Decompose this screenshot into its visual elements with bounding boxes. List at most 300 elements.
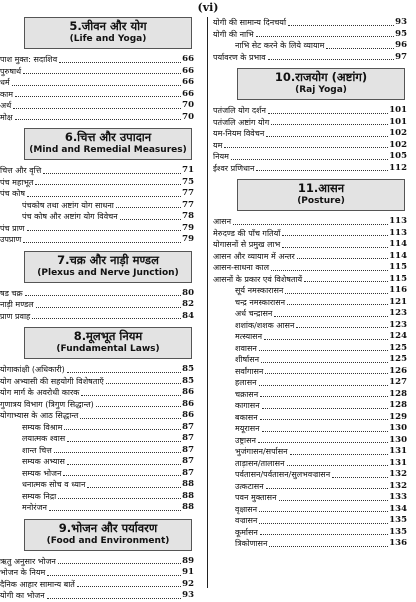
toc-entry-page: 84 bbox=[182, 310, 194, 321]
toc-entry[interactable] bbox=[213, 527, 407, 539]
left-column bbox=[0, 17, 194, 602]
toc-entry-page: 87 bbox=[182, 433, 194, 443]
toc-entry[interactable] bbox=[0, 445, 194, 457]
dot-leader bbox=[47, 575, 181, 576]
toc-entry-page: 123 bbox=[389, 308, 407, 318]
toc-entry[interactable] bbox=[213, 469, 407, 481]
dot-leader bbox=[67, 441, 181, 442]
toc-entry-label: लयात्मक श्‍वास bbox=[22, 434, 66, 443]
toc-entry-page: 121 bbox=[389, 296, 407, 307]
toc-entry-label: सम्यक अभ्यास bbox=[22, 457, 65, 466]
page-number: (vi) bbox=[197, 1, 219, 14]
section-header bbox=[24, 128, 192, 160]
section-title-hindi: 11.आसन bbox=[297, 181, 345, 195]
toc-entry-label: प्राण प्रवाह bbox=[0, 311, 31, 321]
toc-entry-label: धनात्मक सोच व ध्यान bbox=[22, 480, 86, 489]
toc-entry[interactable] bbox=[0, 579, 194, 591]
toc-entry-page: 88 bbox=[182, 502, 194, 512]
toc-entry-label: कागासन bbox=[235, 401, 260, 410]
toc-entry-page: 85 bbox=[182, 375, 194, 386]
toc-entry-label: पुरुषार्थ bbox=[0, 66, 22, 76]
toc-entry[interactable] bbox=[213, 538, 407, 550]
toc-entry-page: 77 bbox=[182, 199, 194, 210]
dot-leader bbox=[260, 534, 388, 535]
toc-entry-page: 114 bbox=[389, 250, 407, 261]
toc-entry[interactable] bbox=[0, 502, 194, 514]
toc-entry-label: मत्स्यासन bbox=[235, 332, 263, 341]
section-title-hindi: 6.चित्त और उपादान bbox=[64, 130, 152, 144]
dot-leader bbox=[261, 362, 388, 363]
toc-entry[interactable] bbox=[0, 567, 194, 579]
toc-entry-page: 88 bbox=[182, 479, 194, 489]
toc-entry-page: 101 bbox=[389, 105, 407, 115]
toc-entry-page: 86 bbox=[182, 410, 194, 420]
toc-entry-page: 135 bbox=[389, 526, 407, 537]
dot-leader bbox=[282, 235, 388, 236]
toc-entry[interactable] bbox=[0, 422, 194, 434]
toc-entry[interactable] bbox=[0, 188, 194, 200]
toc-entry-page: 92 bbox=[182, 578, 194, 589]
toc-entry-label: मयूरासन bbox=[235, 424, 260, 433]
toc-entry-page: 79 bbox=[182, 222, 194, 233]
section-title-english: (Plexus and Nerve Junction) bbox=[37, 267, 179, 278]
dot-leader bbox=[32, 318, 181, 319]
dot-leader bbox=[259, 385, 389, 386]
toc-entry[interactable] bbox=[213, 216, 407, 228]
toc-entry[interactable] bbox=[0, 387, 194, 399]
toc-entry-label: मनोरंजन bbox=[22, 503, 47, 512]
dot-leader bbox=[262, 408, 389, 409]
dot-leader bbox=[265, 373, 388, 374]
toc-entry[interactable] bbox=[0, 54, 194, 66]
toc-entry-label: पाश मुक्त: सदाशिव bbox=[0, 55, 58, 64]
dot-leader bbox=[67, 464, 181, 465]
toc-entry-page: 112 bbox=[389, 162, 407, 173]
dot-leader bbox=[231, 159, 388, 160]
toc-entry-label: धर्म bbox=[0, 78, 10, 87]
toc-entry-page: 134 bbox=[389, 503, 407, 514]
toc-entry-label: अर्ध चन्द्रासन bbox=[235, 309, 273, 318]
toc-entry-label: उष्ट्रासन bbox=[235, 435, 256, 445]
toc-entry[interactable] bbox=[213, 481, 407, 493]
toc-entry[interactable] bbox=[213, 117, 407, 129]
toc-entry-label: ताड़ासन/तालासन bbox=[235, 458, 285, 468]
dot-leader bbox=[259, 523, 388, 524]
toc-entry[interactable] bbox=[213, 163, 407, 175]
toc-entry-label: चन्द्र नमस्कारासन bbox=[235, 297, 286, 307]
toc-entry-page: 130 bbox=[389, 434, 407, 445]
toc-entry[interactable] bbox=[213, 105, 407, 117]
toc-entry[interactable] bbox=[0, 177, 194, 189]
toc-entry[interactable] bbox=[213, 331, 407, 343]
toc-entry[interactable] bbox=[0, 456, 194, 468]
toc-entry-label: दैनिक आहार सामान्य बातें bbox=[0, 579, 75, 589]
toc-entry-page: 129 bbox=[389, 411, 407, 422]
toc-entry-label: पतंजलि योग दर्शन bbox=[213, 106, 266, 115]
dot-leader bbox=[120, 219, 181, 220]
section-title-english: (Raj Yoga) bbox=[295, 85, 347, 95]
section-title-hindi: 9.भोजन और पर्यावरण bbox=[58, 520, 158, 535]
dot-leader bbox=[271, 270, 388, 271]
toc-entry[interactable] bbox=[0, 211, 194, 223]
toc-entry-label: भुजंगासन/सर्पासन bbox=[235, 447, 288, 456]
right-column bbox=[213, 17, 407, 550]
toc-entry-page: 102 bbox=[389, 128, 407, 138]
dot-leader bbox=[282, 247, 388, 248]
dot-leader bbox=[258, 442, 388, 443]
toc-entry-page: 89 bbox=[182, 555, 194, 566]
toc-entry-label: पर्यावरण के प्रभाव bbox=[213, 52, 266, 62]
toc-entry-label: योगासनों से प्रमुख लाभ bbox=[213, 240, 281, 249]
section-title-hindi: 7.चक्र और नाड़ी मण्डल bbox=[57, 252, 159, 267]
toc-entry-label: आसनों के प्रकार एवं विशेषतायें bbox=[213, 274, 303, 284]
dot-leader bbox=[27, 196, 181, 197]
dot-leader bbox=[12, 85, 181, 86]
toc-entry-label: पर्वतासन/पर्वतासन/सुलभवज्रासन bbox=[235, 470, 331, 479]
dot-leader bbox=[296, 327, 388, 328]
dot-leader bbox=[80, 418, 181, 419]
toc-entry-page: 66 bbox=[182, 77, 194, 87]
toc-entry[interactable] bbox=[213, 377, 407, 389]
dot-leader bbox=[224, 147, 388, 148]
dot-leader bbox=[290, 454, 389, 455]
toc-entry-page: 82 bbox=[182, 299, 194, 309]
toc-entry-label: षड चक्र bbox=[0, 288, 23, 298]
dot-leader bbox=[233, 224, 388, 225]
column-divider bbox=[207, 17, 208, 588]
toc-entry-label: त्रिकोणासन bbox=[235, 539, 268, 548]
toc-entry-label: पंच प्राण bbox=[0, 223, 25, 233]
toc-entry[interactable] bbox=[213, 239, 407, 251]
toc-entry-label: ऋतु अनुसार भोजन bbox=[0, 556, 56, 566]
dot-leader bbox=[36, 307, 181, 308]
toc-entry-label: योग मार्ग के अवरोधी कारक bbox=[0, 388, 80, 397]
toc-entry[interactable] bbox=[0, 479, 194, 491]
toc-entry-label: चित्त और वृत्ति bbox=[0, 166, 42, 175]
toc-entry[interactable] bbox=[213, 52, 407, 64]
toc-entry-page: 77 bbox=[182, 188, 194, 198]
section-header bbox=[24, 17, 192, 49]
dot-leader bbox=[27, 230, 182, 231]
toc-entry[interactable] bbox=[0, 433, 194, 445]
toc-entry-label: पंचकोष तथा अष्टांग योग साधना bbox=[22, 200, 114, 210]
dot-leader bbox=[58, 498, 181, 499]
toc-entry-page: 87 bbox=[182, 421, 194, 432]
toc-entry-label: शीर्षासन bbox=[235, 355, 260, 364]
toc-entry-label: नियम bbox=[213, 152, 229, 161]
dot-leader bbox=[87, 487, 181, 488]
section-title-english: (Life and Yoga) bbox=[69, 34, 147, 44]
section-title-english: (Food and Environment) bbox=[46, 535, 170, 546]
toc-entry-page: 102 bbox=[389, 139, 407, 150]
toc-entry-label: सम्यक निद्रा bbox=[22, 491, 57, 501]
dot-leader bbox=[287, 465, 389, 466]
dot-leader bbox=[268, 113, 388, 114]
toc-entry-page: 80 bbox=[182, 287, 194, 298]
toc-entry-page: 93 bbox=[182, 590, 194, 600]
toc-entry-label: चक्रासन bbox=[235, 389, 259, 399]
toc-entry[interactable] bbox=[213, 308, 407, 320]
toc-entry-label: योगाकांक्षी (अधिकारी) bbox=[0, 365, 65, 374]
toc-entry[interactable] bbox=[0, 77, 194, 89]
toc-entry-page: 136 bbox=[389, 538, 407, 548]
toc-entry-label: मेरुदण्ड की पाँच गतियाँ bbox=[213, 228, 281, 238]
toc-entry[interactable] bbox=[213, 400, 407, 412]
toc-entry[interactable] bbox=[0, 364, 194, 376]
dot-leader bbox=[15, 119, 182, 120]
section-header bbox=[237, 179, 405, 211]
toc-entry-label: भोजन के नियम bbox=[0, 568, 46, 577]
section-title-hindi: 5.जीवन और योग bbox=[69, 19, 147, 33]
section-title-english: (Fundamental Laws) bbox=[56, 344, 160, 354]
toc-entry[interactable] bbox=[0, 299, 194, 311]
toc-entry-page: 115 bbox=[389, 273, 407, 284]
dot-leader bbox=[304, 281, 388, 282]
toc-entry-label: सम्यक विश्राम bbox=[22, 422, 63, 432]
toc-entry[interactable] bbox=[0, 468, 194, 480]
toc-entry-page: 116 bbox=[389, 285, 407, 295]
dot-leader bbox=[96, 406, 181, 407]
toc-entry[interactable] bbox=[0, 223, 194, 235]
toc-entry[interactable] bbox=[213, 354, 407, 366]
toc-entry[interactable] bbox=[0, 410, 194, 422]
section-header bbox=[24, 251, 192, 283]
toc-entry[interactable] bbox=[213, 343, 407, 355]
dot-leader bbox=[260, 419, 389, 420]
toc-entry[interactable] bbox=[213, 435, 407, 447]
toc-entry-page: 128 bbox=[389, 388, 407, 399]
toc-entry-page: 124 bbox=[389, 331, 407, 341]
toc-entry[interactable] bbox=[213, 320, 407, 332]
toc-entry-label: वज्रासन bbox=[235, 516, 258, 525]
dot-leader bbox=[64, 429, 181, 430]
toc-entry[interactable] bbox=[213, 17, 407, 29]
dot-leader bbox=[297, 258, 388, 259]
toc-entry[interactable] bbox=[0, 112, 194, 124]
toc-entry-page: 113 bbox=[389, 227, 407, 238]
dot-leader bbox=[268, 59, 394, 60]
toc-entry-label: सूर्य नमस्कारासन bbox=[235, 286, 284, 295]
toc-entry[interactable] bbox=[213, 389, 407, 401]
dot-leader bbox=[266, 488, 389, 489]
dot-leader bbox=[77, 586, 181, 587]
toc-entry-page: 70 bbox=[182, 100, 194, 110]
toc-entry-page: 88 bbox=[182, 490, 194, 501]
toc-entry-label: वृक्षासन bbox=[235, 504, 258, 514]
dot-leader bbox=[23, 242, 181, 243]
toc-entry-label: उत्कटासन bbox=[235, 481, 264, 491]
toc-entry-page: 91 bbox=[182, 567, 194, 577]
toc-entry-page: 93 bbox=[395, 17, 407, 27]
toc-entry[interactable] bbox=[213, 228, 407, 240]
toc-entry[interactable] bbox=[213, 251, 407, 263]
toc-entry-label: पवन मुक्तासन bbox=[235, 493, 277, 502]
toc-entry-label: सर्वांगासन bbox=[235, 366, 264, 376]
dot-leader bbox=[81, 395, 181, 396]
toc-entry-label: योग अभ्यासी की सहयोगी विशेषताएँ bbox=[0, 376, 104, 386]
toc-entry-page: 95 bbox=[395, 28, 407, 39]
dot-leader bbox=[264, 339, 388, 340]
dot-leader bbox=[256, 170, 388, 171]
toc-entry-page: 86 bbox=[182, 398, 194, 409]
dot-leader bbox=[63, 475, 181, 476]
toc-entry[interactable] bbox=[0, 200, 194, 212]
toc-entry[interactable] bbox=[0, 311, 194, 323]
dot-leader bbox=[47, 598, 181, 599]
toc-entry-page: 128 bbox=[389, 400, 407, 410]
toc-entry[interactable] bbox=[0, 234, 194, 246]
toc-entry[interactable] bbox=[213, 504, 407, 516]
toc-entry-label: उपप्राण bbox=[0, 235, 22, 244]
toc-entry[interactable] bbox=[213, 262, 407, 274]
toc-entry[interactable] bbox=[0, 399, 194, 411]
toc-entry[interactable] bbox=[213, 446, 407, 458]
toc-entry[interactable] bbox=[213, 151, 407, 163]
toc-entry-label: योगी की सामान्य दिनचर्या bbox=[213, 18, 287, 27]
dot-leader bbox=[256, 36, 394, 37]
toc-entry-page: 85 bbox=[182, 364, 194, 374]
toc-entry[interactable] bbox=[213, 29, 407, 41]
toc-entry-label: पतंजलि अष्टांग योग bbox=[213, 117, 270, 127]
dot-leader bbox=[58, 563, 181, 564]
toc-entry-page: 135 bbox=[389, 515, 407, 525]
section-title-hindi: 10.राजयोग (अष्टांग) bbox=[274, 70, 368, 84]
toc-entry-page: 105 bbox=[389, 151, 407, 161]
toc-entry[interactable] bbox=[213, 297, 407, 309]
toc-entry-label: आसन-साधना काल bbox=[213, 263, 270, 272]
dot-leader bbox=[262, 431, 389, 432]
dot-leader bbox=[106, 383, 181, 384]
toc-entry-label: शान्त चित्त bbox=[22, 445, 52, 455]
toc-entry-page: 87 bbox=[182, 456, 194, 466]
toc-entry-page: 97 bbox=[395, 51, 407, 62]
dot-leader bbox=[332, 477, 388, 478]
toc-entry-page: 66 bbox=[182, 54, 194, 64]
dot-leader bbox=[266, 136, 388, 137]
dot-leader bbox=[285, 293, 388, 294]
toc-entry-page: 131 bbox=[389, 446, 407, 456]
toc-entry[interactable] bbox=[213, 40, 407, 52]
toc-entry-label: गुणात्रय विभाग (त्रिगुण सिद्धान्त) bbox=[0, 399, 94, 409]
toc-entry-label: आसन bbox=[213, 217, 232, 226]
toc-entry[interactable] bbox=[0, 288, 194, 300]
dot-leader bbox=[59, 62, 181, 63]
toc-entry[interactable] bbox=[0, 165, 194, 177]
toc-entry-label: पंच कोष और अष्टांग योग विवेचन bbox=[22, 212, 118, 221]
dot-leader bbox=[13, 108, 181, 109]
toc-entry-page: 113 bbox=[389, 216, 407, 226]
toc-entry[interactable] bbox=[213, 140, 407, 152]
toc-entry-page: 87 bbox=[182, 444, 194, 455]
toc-entry-page: 130 bbox=[389, 423, 407, 433]
toc-entry[interactable] bbox=[0, 590, 194, 602]
dot-leader bbox=[116, 207, 181, 208]
toc-entry[interactable] bbox=[213, 423, 407, 435]
toc-entry-label: सम्यक भोजन bbox=[22, 468, 62, 478]
toc-entry-label: काम bbox=[0, 89, 13, 99]
toc-entry-page: 71 bbox=[182, 165, 194, 175]
dot-leader bbox=[43, 173, 181, 174]
dot-leader bbox=[287, 304, 388, 305]
dot-leader bbox=[259, 511, 388, 512]
toc-entry[interactable] bbox=[0, 491, 194, 503]
dot-leader bbox=[279, 500, 389, 501]
toc-entry-page: 78 bbox=[182, 211, 194, 221]
toc-entry[interactable] bbox=[213, 366, 407, 378]
toc-entry-label: मोक्ष bbox=[0, 112, 13, 122]
toc-entry-label: योगी की नाभि bbox=[213, 29, 254, 39]
toc-entry[interactable] bbox=[0, 100, 194, 112]
toc-entry[interactable] bbox=[213, 274, 407, 286]
section-header bbox=[237, 68, 405, 100]
toc-entry-page: 87 bbox=[182, 467, 194, 478]
toc-entry-label: बकासन bbox=[235, 412, 258, 422]
toc-entry[interactable] bbox=[213, 128, 407, 140]
toc-entry[interactable] bbox=[213, 492, 407, 504]
toc-entry[interactable] bbox=[213, 285, 407, 297]
dot-leader bbox=[15, 96, 181, 97]
toc-entry-label: शशांक/शशक आसन bbox=[235, 320, 295, 330]
section-title-hindi: 8.मूलभूत नियम bbox=[73, 329, 143, 343]
toc-entry-label: योगाभ्यास के आठ सिद्धान्त bbox=[0, 411, 79, 420]
toc-entry-label: पंच महाभूत bbox=[0, 177, 34, 187]
toc-entry-page: 132 bbox=[389, 480, 407, 491]
toc-entry-page: 123 bbox=[389, 319, 407, 330]
toc-entry[interactable] bbox=[213, 515, 407, 527]
toc-entry-label: आसन और व्यायाम में अन्तर bbox=[213, 251, 295, 261]
toc-entry-page: 79 bbox=[182, 234, 194, 244]
toc-entry[interactable] bbox=[0, 556, 194, 568]
toc-entry-page: 75 bbox=[182, 176, 194, 187]
toc-entry[interactable] bbox=[213, 412, 407, 424]
toc-entry-label: ईश्‍वर प्रणिधान bbox=[213, 163, 255, 173]
section-header bbox=[24, 327, 192, 359]
toc-entry-label: हलासन bbox=[235, 378, 257, 387]
toc-entry-label: योगी का भोजन bbox=[0, 591, 45, 600]
dot-leader bbox=[288, 25, 394, 26]
dot-leader bbox=[274, 316, 388, 317]
section-header bbox=[24, 519, 192, 551]
dot-leader bbox=[49, 510, 181, 511]
toc-entry-page: 131 bbox=[389, 457, 407, 468]
toc-entry[interactable] bbox=[0, 89, 194, 101]
toc-entry-page: 133 bbox=[389, 492, 407, 502]
toc-entry-page: 125 bbox=[389, 342, 407, 353]
toc-entry-label: पंच कोष bbox=[0, 189, 26, 198]
dot-leader bbox=[271, 124, 388, 125]
toc-entry[interactable] bbox=[213, 458, 407, 470]
toc-entry-page: 127 bbox=[389, 377, 407, 387]
dot-leader bbox=[35, 184, 181, 185]
toc-entry[interactable] bbox=[0, 376, 194, 388]
toc-entry-label: कूर्मासन bbox=[235, 527, 258, 537]
dot-leader bbox=[259, 350, 388, 351]
toc-entry-page: 70 bbox=[182, 111, 194, 122]
toc-entry-label: अर्थ bbox=[0, 101, 12, 110]
toc-entry-label: यम-नियम विवेचन bbox=[213, 129, 265, 138]
toc-entry-page: 115 bbox=[389, 262, 407, 272]
toc-entry-page: 125 bbox=[389, 354, 407, 364]
section-title-english: (Posture) bbox=[297, 196, 345, 206]
toc-entry-page: 86 bbox=[182, 387, 194, 397]
toc-entry-label: शवासन bbox=[235, 343, 257, 353]
toc-entry-page: 132 bbox=[389, 469, 407, 479]
dot-leader bbox=[23, 73, 181, 74]
toc-entry-page: 126 bbox=[389, 365, 407, 376]
dot-leader bbox=[54, 452, 181, 453]
dot-leader bbox=[67, 372, 181, 373]
toc-entry[interactable] bbox=[0, 66, 194, 78]
